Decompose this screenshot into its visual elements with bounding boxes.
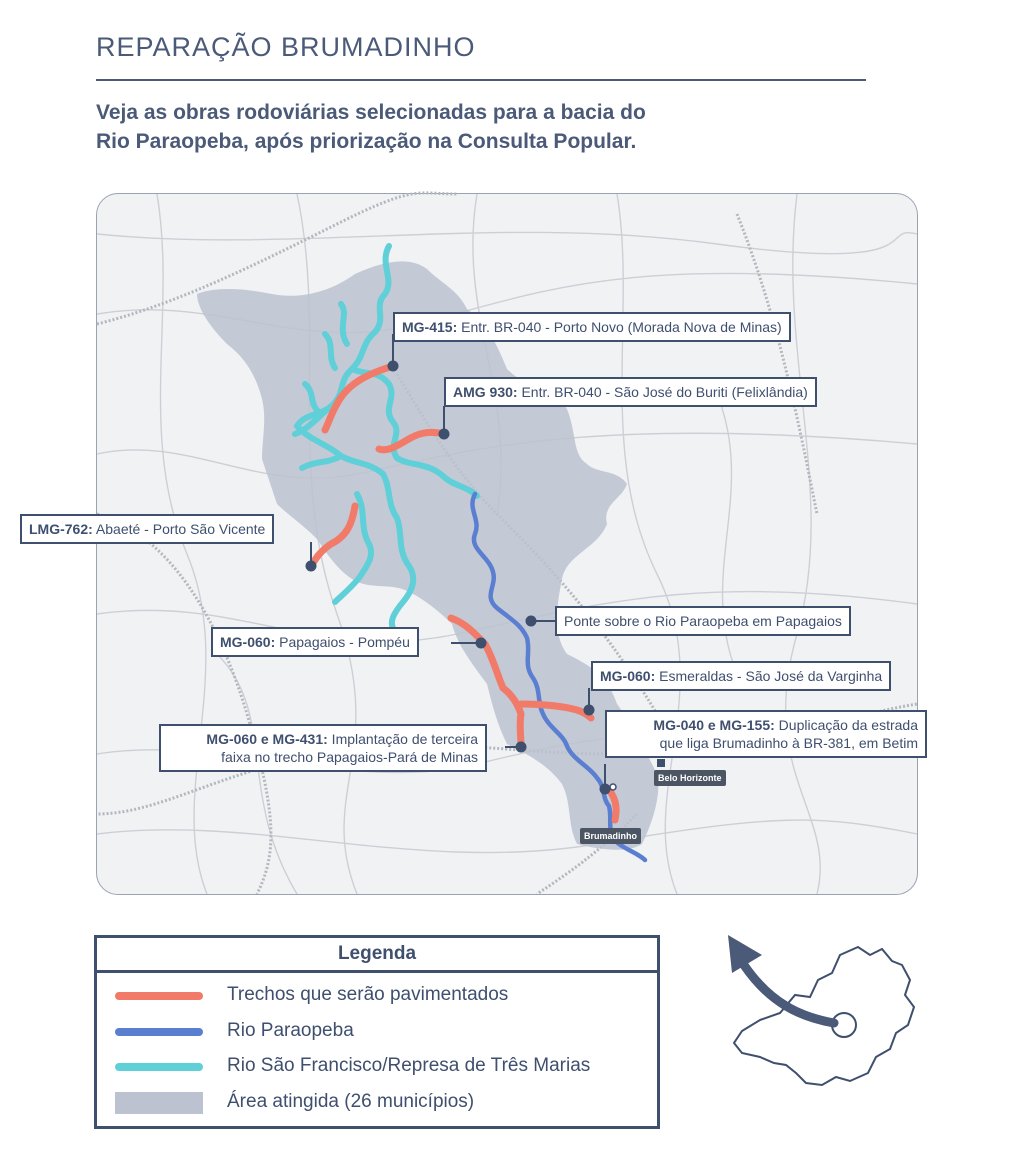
legend-item-paved [97, 981, 657, 1011]
anchor-ponte [526, 616, 537, 627]
callout-mg060-431-line2: faixa no trecho Papagaios-Pará de Minas [221, 749, 478, 765]
anchor-lmg762 [306, 561, 317, 572]
callout-mg060-431-code: MG-060 e MG-431: [206, 731, 328, 747]
callout-amg930-code: AMG 930: [453, 384, 518, 400]
legend-title: Legenda [97, 938, 657, 973]
anchor-mg040 [600, 784, 611, 795]
legend-item-sao-francisco [97, 1052, 657, 1082]
legend [94, 935, 660, 1129]
legend-swatch-sao-francisco [115, 1063, 203, 1071]
legend-swatch-paved [115, 992, 203, 1000]
callout-mg040-mg155 [605, 710, 927, 758]
legend-label-area: Área atingida (26 municípios) [227, 1091, 475, 1112]
callout-mg060-mg431 [159, 724, 487, 772]
map-canvas [97, 194, 917, 894]
legend-label-sao-francisco: Rio São Francisco/Represa de Três Marias [227, 1055, 591, 1076]
subtitle-line-2: Rio Paraopeba, após priorização na Consulta Popular. [96, 130, 637, 153]
minas-gerais-outline [734, 947, 914, 1085]
callout-ponte [555, 606, 851, 636]
anchor-mg060-431 [516, 742, 527, 753]
legend-label-paraopeba: Rio Paraopeba [227, 1020, 354, 1041]
callout-mg040-text: Duplicação da estrada [774, 717, 918, 733]
legend-label-paved: Trechos que serão pavimentados [227, 984, 509, 1005]
subtitle-line-1: Veja as obras rodoviárias selecionadas para a bacia do [96, 101, 646, 124]
callout-mg060-pap-text: Papagaios - Pompéu [275, 634, 410, 650]
anchor-amg930 [439, 429, 450, 440]
callout-lmg762 [20, 514, 274, 544]
callout-lmg762-text: Abaeté - Porto São Vicente [92, 521, 266, 537]
subtitle [96, 98, 796, 156]
city-label-brumadinho: Brumadinho [580, 828, 641, 844]
callout-mg040-code: MG-040 e MG-155: [653, 717, 775, 733]
callout-amg930-text: Entr. BR-040 - São José do Buriti (Felixlândia) [517, 384, 808, 400]
legend-swatch-paraopeba [115, 1028, 203, 1036]
callout-mg060-esm-text: Esmeraldas - São José da Varginha [655, 668, 883, 684]
callout-mg415-text: Entr. BR-040 - Porto Novo (Morada Nova de Minas) [457, 319, 782, 335]
callout-lmg762-code: LMG-762: [29, 521, 93, 537]
callout-mg415-code: MG-415: [402, 319, 458, 335]
callout-mg060-papagaios [211, 627, 419, 657]
callout-amg930 [444, 377, 817, 407]
page-title: REPARAÇÃO BRUMADINHO [96, 32, 476, 62]
city-label-belo-horizonte: Belo Horizonte [654, 770, 726, 786]
callout-mg060-431-text: Implantação de terceira [327, 731, 478, 747]
callout-mg060-esmeraldas [591, 661, 891, 691]
anchor-mg415 [388, 361, 399, 372]
callout-mg415 [393, 312, 791, 342]
map [29, 193, 918, 895]
title-divider [96, 79, 866, 81]
callout-mg040-line2: que liga Brumadinho à BR-381, em Betim [659, 735, 918, 751]
callout-ponte-text: Ponte sobre o Rio Paraopeba em Papagaios [564, 613, 842, 629]
legend-item-paraopeba [97, 1017, 657, 1047]
legend-item-area [97, 1088, 657, 1118]
callout-mg060-esm-code: MG-060: [600, 668, 656, 684]
callout-mg060-pap-code: MG-060: [220, 634, 276, 650]
minas-gerais-locator-icon [700, 925, 940, 1105]
anchor-mg060-esm [584, 705, 595, 716]
anchor-mg060-pap [476, 638, 487, 649]
legend-swatch-area [115, 1092, 203, 1114]
